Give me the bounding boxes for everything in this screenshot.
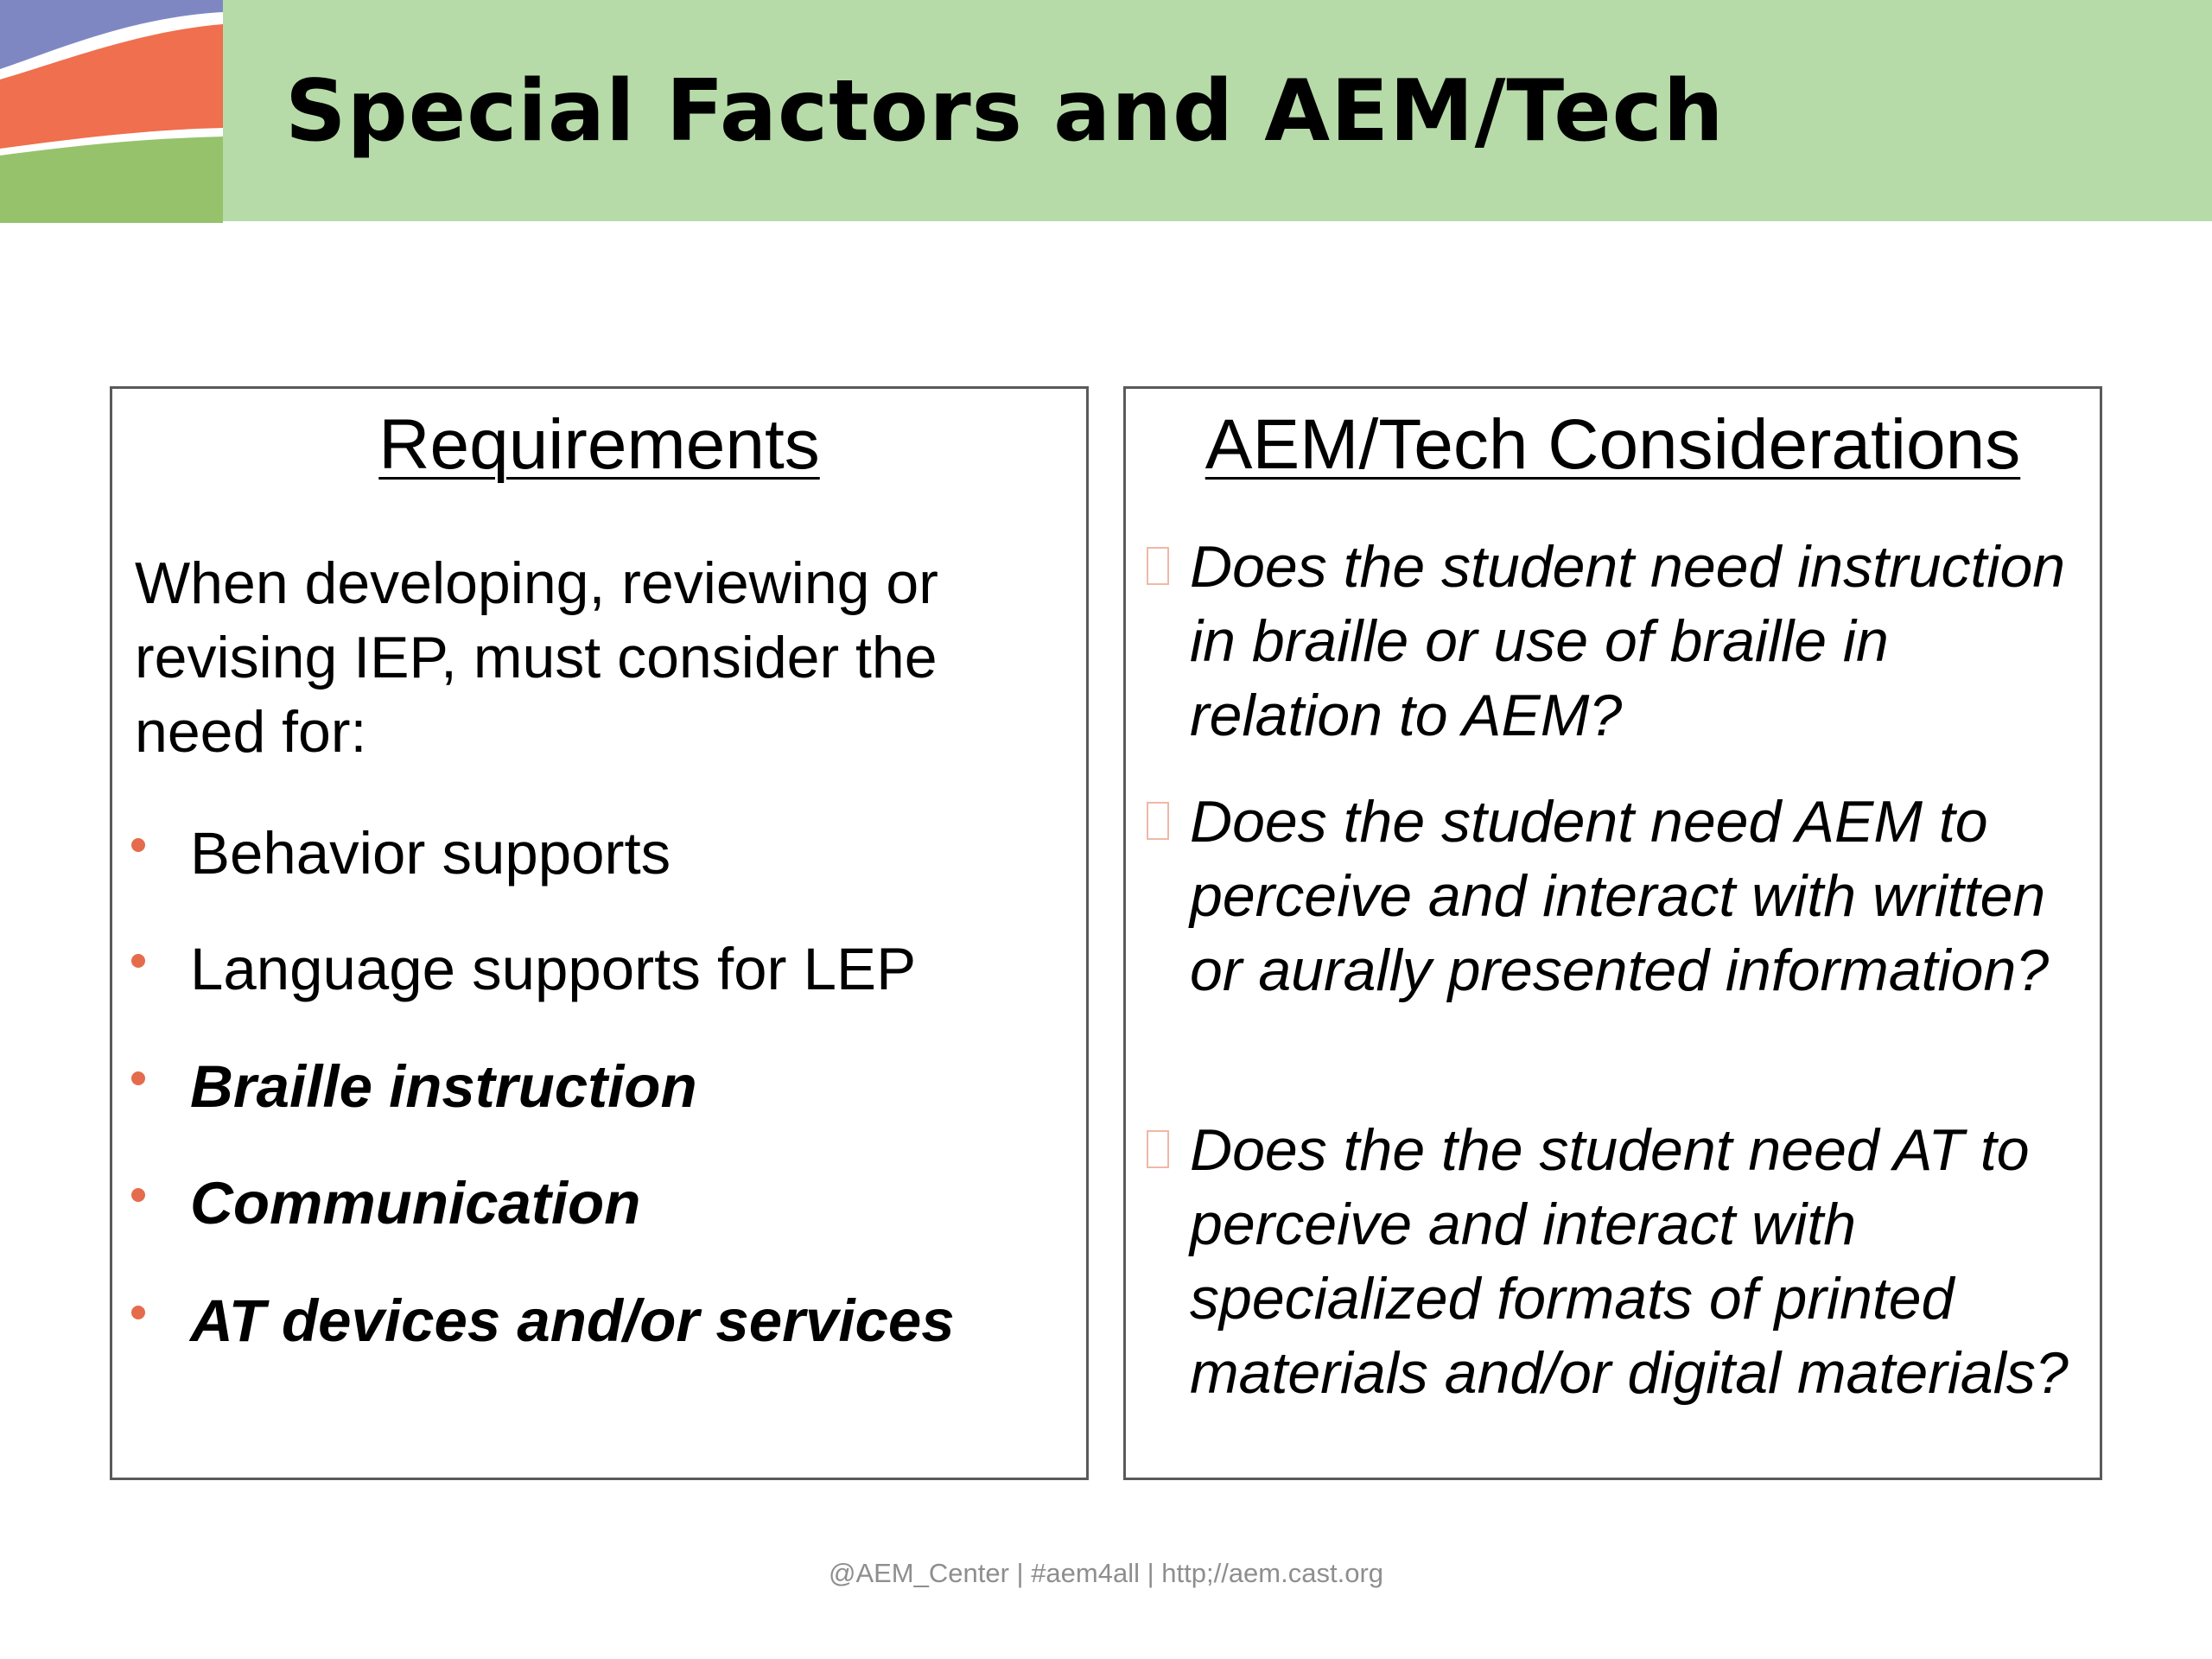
requirements-intro: When developing, reviewing or revising IEP, must consider the need for: [135,550,938,765]
bullet-icon [131,1306,145,1319]
bullet-icon [131,954,145,968]
bullet-icon [131,1188,145,1202]
list-item-text: AT devices and/or services [190,1287,955,1354]
list-item-text: Behavior supports [190,820,671,887]
checkbox-icon [1147,547,1169,585]
requirements-heading: Requirements [378,405,820,484]
considerations-panel [1123,386,2102,1480]
considerations-heading: AEM/Tech Considerations [1205,405,2021,484]
list-item-text: Braille instruction [190,1053,697,1120]
requirements-panel [110,386,1089,1480]
bullet-icon [131,838,145,852]
logo-waves-icon [0,0,223,223]
bullet-icon [131,1071,145,1085]
checkbox-icon [1147,1130,1169,1168]
slide-title: Special Factors and AEM/Tech [285,62,1725,161]
checkbox-icon [1147,802,1169,840]
list-item-text: Language supports for LEP [190,936,917,1002]
question-text: Does the student need AEM to perceive and interact with written or aurally presented information? [1190,789,2050,1003]
question-text: Does the student need instruction in braille or use of braille in relation to AEM? [1190,534,2066,748]
slide-footer: @AEM_Center | #aem4all | http;//aem.cast.org [828,1558,1384,1588]
list-item-text: Communication [190,1170,641,1236]
question-text: Does the the student need AT to perceive and interact with specialized formats of printed materials and/or digital materials? [1190,1117,2069,1406]
